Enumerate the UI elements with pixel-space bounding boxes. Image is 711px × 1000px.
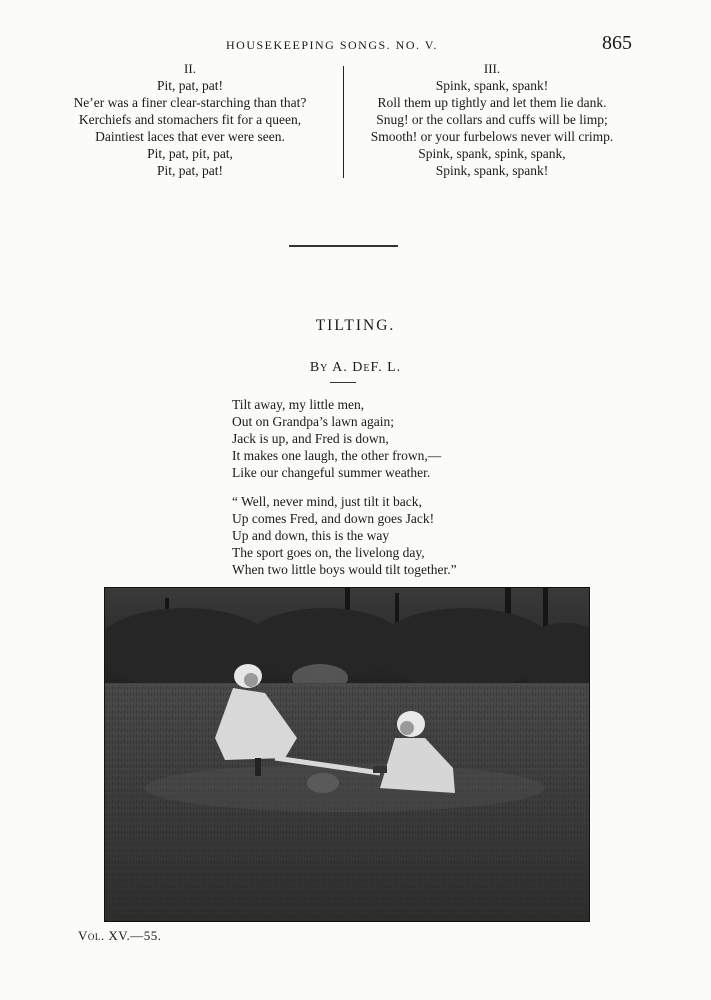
- photograph-drawing: [105, 588, 589, 921]
- stanza-ii: [40, 60, 340, 179]
- page-number: 865: [602, 32, 632, 54]
- running-title: HOUSEKEEPING SONGS. NO. V.: [226, 38, 438, 52]
- stanza-numeral: II.: [184, 61, 196, 76]
- poem-line: The sport goes on, the livelong day,: [232, 545, 425, 560]
- poem-body: [232, 396, 572, 578]
- stanza-line: Snug! or the collars and cuffs will be limp;: [376, 112, 608, 127]
- poem-byline: By A. DeF. L.: [309, 360, 402, 375]
- stanza-line: Kerchiefs and stomachers fit for a queen,: [78, 112, 302, 127]
- stanza-line: Daintiest laces that ever were seen.: [95, 129, 285, 144]
- poem-line: Up and down, this is the way: [232, 528, 390, 543]
- stanza-numeral: III.: [483, 61, 501, 76]
- poem-line: It makes one laugh, the other frown,—: [232, 448, 442, 463]
- poem-line: Up comes Fred, and down goes Jack!: [232, 511, 435, 526]
- stanza-line: Pit, pat, pat!: [157, 163, 223, 178]
- column-rule: [343, 66, 344, 178]
- running-head: [0, 34, 711, 58]
- section-divider: [289, 245, 398, 247]
- poem-line: Like our changeful summer weather.: [232, 465, 431, 480]
- stanza-line: Pit, pat, pit, pat,: [147, 146, 233, 161]
- stanza-line: Spink, spank, spink, spank,: [418, 146, 566, 161]
- stanza-line: Ne’er was a finer clear-starching than that?: [73, 95, 307, 110]
- poem-line: Tilt away, my little men,: [232, 397, 365, 412]
- stanza-line: Smooth! or your furbelows never will crimp.: [370, 129, 614, 144]
- poem-stanza-2: [232, 493, 572, 578]
- song-stanzas: [0, 60, 711, 180]
- poem-line: When two little boys would tilt together.”: [232, 562, 457, 577]
- stanza-line: Spink, spank, spank!: [435, 163, 549, 178]
- stanza-line: Pit, pat, pat!: [157, 78, 223, 93]
- poem-line: Out on Grandpa’s lawn again;: [232, 414, 394, 429]
- poem-line: “ Well, never mind, just tilt it back,: [232, 494, 422, 509]
- stanza-line: Spink, spank, spank!: [435, 78, 549, 93]
- stanza-line: Roll them up tightly and let them lie dank.: [377, 95, 607, 110]
- poem-line: Jack is up, and Fred is down,: [232, 431, 389, 446]
- stanza-iii: [347, 60, 637, 179]
- poem-stanza-1: [232, 396, 572, 481]
- poem-title: TILTING.: [315, 317, 396, 334]
- byline-rule: [330, 382, 356, 383]
- volume-number: Vol. XV.—55.: [78, 928, 162, 943]
- photograph-children-tilting: [104, 587, 590, 922]
